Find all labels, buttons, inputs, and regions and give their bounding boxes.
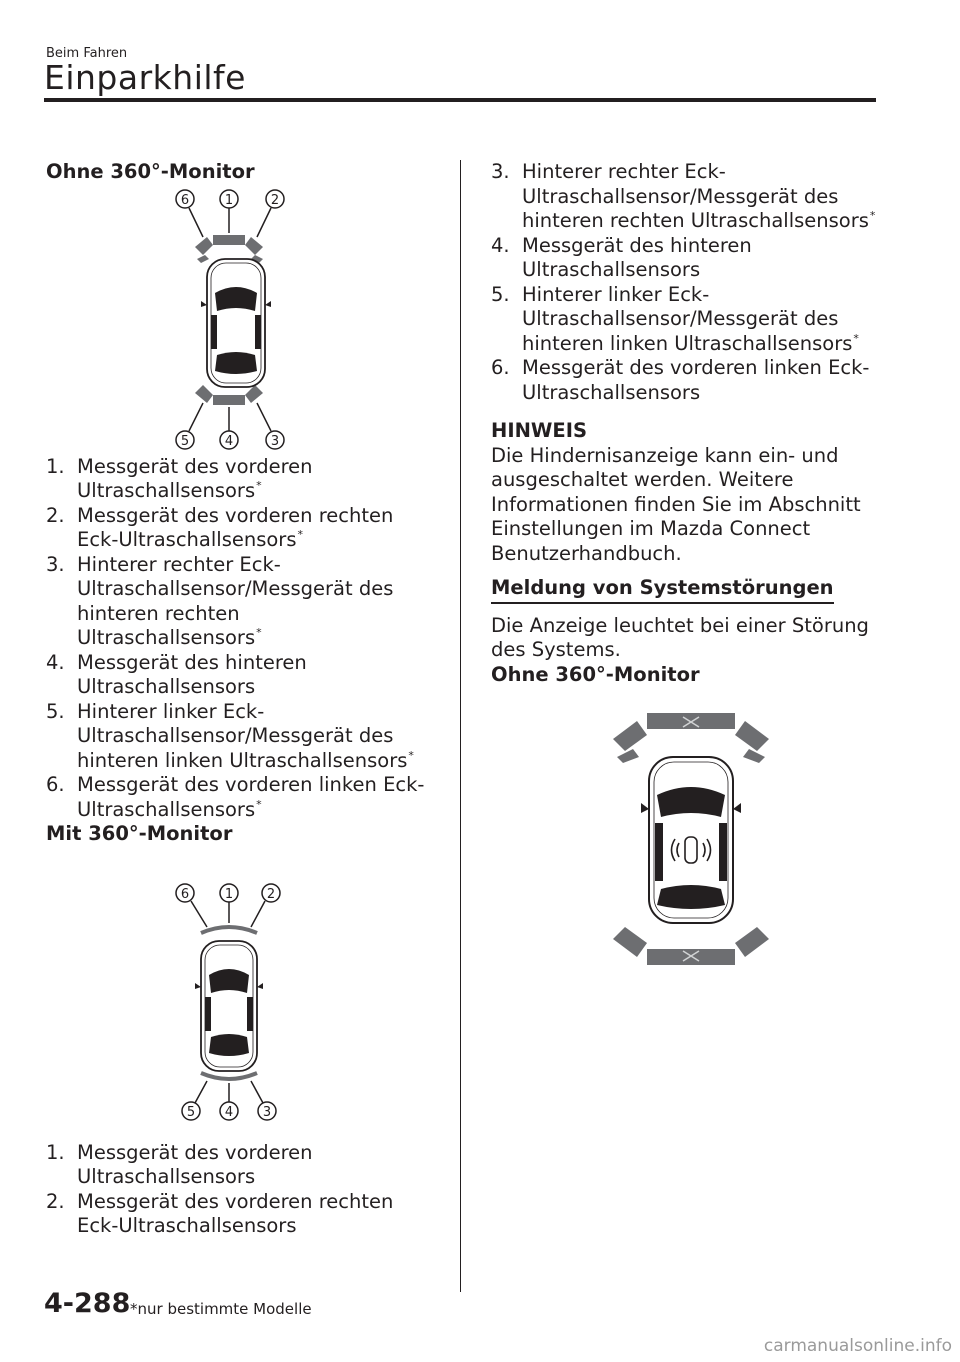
list-with-360-continued [491, 160, 891, 405]
list-item: 3. Hinterer rechter Eck-Ultraschallsensor/Messgerät des hinteren rechten Ultraschallsensors* [46, 552, 394, 649]
svg-text:1: 1 [224, 886, 234, 902]
list-item: 5. Hinterer linker Eck-Ultraschallsensor/Messgerät des hinteren linken Ultraschallsensors* [46, 699, 414, 772]
sensor-diagram-with-360 [151, 857, 321, 1127]
page-number: 4-288 [44, 1288, 131, 1319]
heading-without-360-right: Ohne 360°-Monitor [491, 662, 700, 686]
list-item: 2. Messgerät des vorderen rechten Eck-Ultraschallsensors [46, 1189, 394, 1237]
section-label: Beim Fahren [46, 46, 128, 61]
list-item: 5. Hinterer linker Eck-Ultraschallsensor/Messgerät des hinteren linken Ultraschallsensors* [491, 282, 859, 355]
sensor-diagram-without-360 [151, 185, 321, 455]
front-sensor-arc [195, 237, 213, 255]
rear-sensor-arc [195, 385, 213, 403]
footnote: *nur bestimmte Modelle [130, 1300, 312, 1318]
svg-text:2: 2 [266, 886, 276, 902]
list-item: 6. Messgerät des vorderen linken Eck-Ultraschallsensors [491, 356, 870, 404]
list-item: 2. Messgerät des vorderen rechten Eck-Ultraschallsensors* [46, 503, 394, 551]
malfunction-diagram [591, 699, 791, 979]
svg-text:2: 2 [270, 192, 280, 208]
list-item: 1. Messgerät des vorderen Ultraschallsensors* [46, 454, 313, 502]
list-item: 3. Hinterer rechter Eck-Ultraschallsensor/Messgerät des hinteren rechten Ultraschallsensors* [491, 160, 876, 232]
watermark: carmanualsonline.info [763, 1336, 952, 1356]
svg-text:5: 5 [180, 433, 190, 449]
svg-text:3: 3 [270, 433, 280, 449]
subheading-malfunction: Meldung von Systemstörungen [491, 576, 834, 604]
svg-text:4: 4 [224, 433, 234, 449]
note-title: HINWEIS [491, 419, 588, 442]
page-title: Einparkhilfe [44, 58, 246, 97]
heading-without-360: Ohne 360°-Monitor [46, 160, 255, 183]
left-column [46, 160, 426, 1239]
list-item: 4. Messgerät des hinteren Ultraschallsensors [491, 233, 752, 281]
heading-with-360: Mit 360°-Monitor [46, 822, 233, 845]
right-column [491, 160, 891, 979]
svg-text:3: 3 [262, 1104, 272, 1120]
list-without-360 [46, 455, 426, 823]
column-divider [460, 160, 461, 1292]
note-text: Die Hindernisanzeige kann ein- und ausgeschaltet werden. Weitere Informationen finden Sie im Abschnitt Einstellungen im Mazda Connect Benutzerhandbuch. [491, 443, 861, 565]
svg-text:6: 6 [180, 192, 190, 208]
header-rule [44, 98, 876, 102]
list-with-360 [46, 1141, 426, 1239]
svg-text:4: 4 [224, 1104, 234, 1120]
malfunction-text: Die Anzeige leuchtet bei einer Störung des Systems. [491, 613, 869, 661]
list-item: 6. Messgerät des vorderen linken Eck-Ultraschallsensors* [46, 773, 425, 821]
svg-text:6: 6 [180, 886, 190, 902]
svg-text:5: 5 [186, 1104, 196, 1120]
list-item: 1. Messgerät des vorderen Ultraschallsensors [46, 1140, 313, 1188]
list-item: 4. Messgerät des hinteren Ultraschallsensors [46, 650, 307, 698]
svg-text:1: 1 [224, 192, 234, 208]
